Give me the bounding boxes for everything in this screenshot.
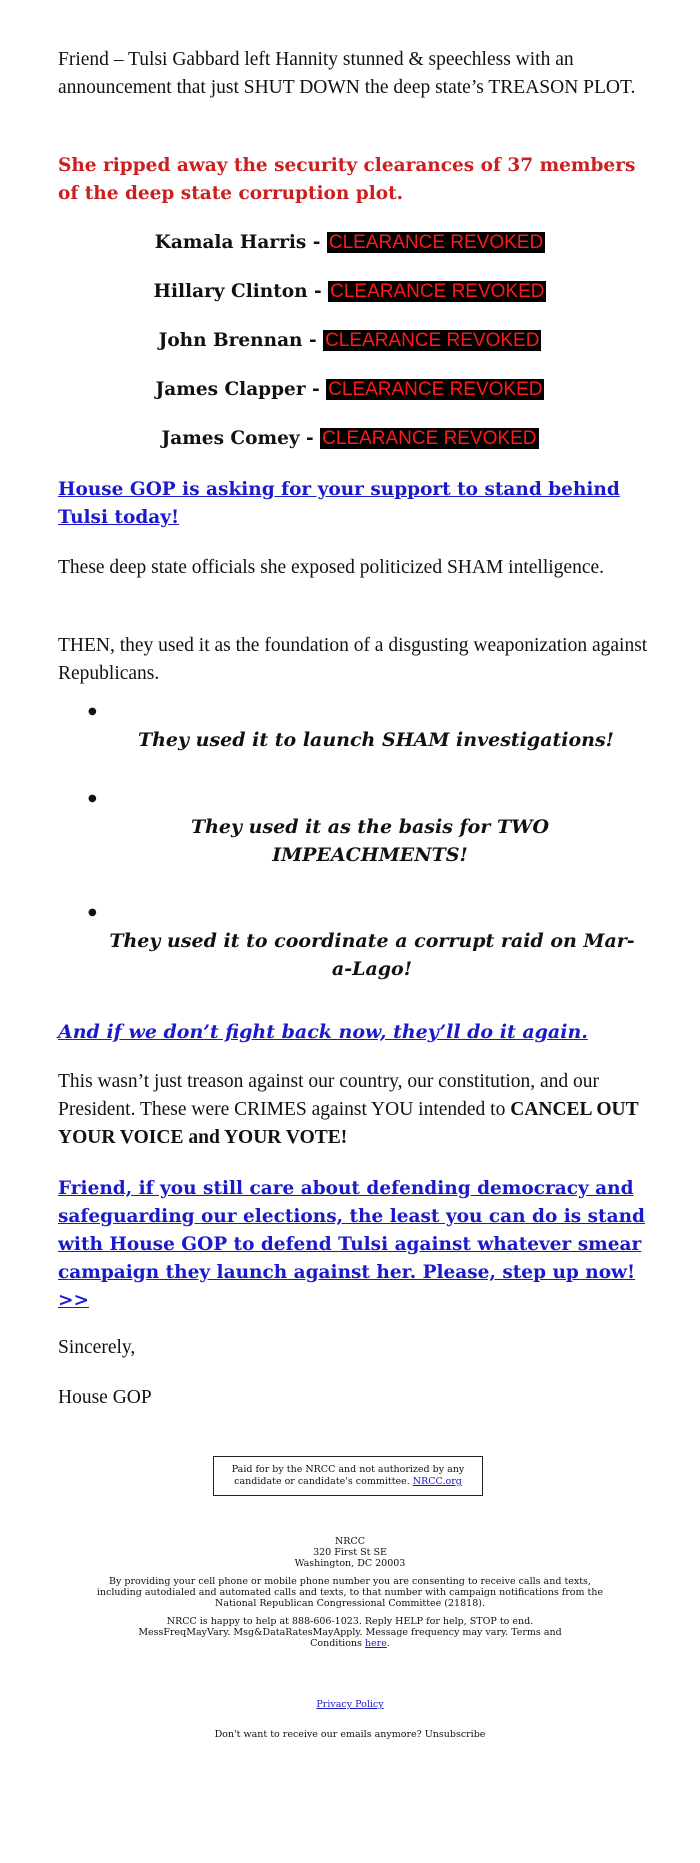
step-up-link[interactable]: Friend, if you still care about defending democracy and safeguarding our elections, the least you can do is stand with House GOP to defend Tulsi against whatever smear campaign they launch against her. Please, step up now! >> <box>58 1178 645 1311</box>
revoked-name: Kamala Harris - <box>154 232 327 253</box>
help-block <box>120 1616 580 1649</box>
cta-support-section <box>58 476 628 532</box>
revoked-name: Hillary Clinton - <box>153 281 329 302</box>
sham-section <box>58 554 650 582</box>
clearances-heading: She ripped away the security clearances of 37 members of the deep state corruption plot. <box>58 155 636 204</box>
revoked-row <box>0 328 700 354</box>
sham-paragraph: These deep state officials she exposed politicized SHAM intelligence. <box>58 557 605 578</box>
signature-text: House GOP <box>58 1387 152 1408</box>
org-name: NRCC <box>334 1536 365 1547</box>
cta-friend-section <box>58 1175 648 1315</box>
treason-paragraph <box>58 1068 650 1152</box>
address-block <box>90 1536 610 1569</box>
unsubscribe-block <box>90 1729 610 1740</box>
intro-paragraph: Friend – Tulsi Gabbard left Hannity stunned & speechless with an announcement that just SHUT DOWN the deep state’s TREASON PLOT. <box>58 49 636 98</box>
then-paragraph: THEN, they used it as the foundation of a disgusting weaponization against Republicans. <box>58 635 648 684</box>
help-end: . <box>386 1638 390 1649</box>
intro-section <box>58 46 650 102</box>
revoked-badge: CLEARANCE REVOKED <box>328 379 543 400</box>
nrcc-link[interactable]: NRCC.org <box>412 1476 462 1487</box>
treason-section <box>58 1068 650 1152</box>
revoked-badge: CLEARANCE REVOKED <box>325 330 540 351</box>
treason-bold-text: CANCEL OUT YOUR VOICE and YOUR VOTE! <box>58 1099 639 1148</box>
revoked-badge: CLEARANCE REVOKED <box>322 428 537 449</box>
bullet-dot: ● <box>88 706 97 717</box>
org-city: Washington, DC 20003 <box>294 1558 406 1569</box>
consent-text: By providing your cell phone or mobile phone number you are consenting to receive calls and texts, including autodialed and automated calls and texts, to that number with campaign notifications from the National Republican Congressional Committee (21818). <box>96 1576 604 1609</box>
support-tulsi-link[interactable]: House GOP is asking for your support to stand behind Tulsi today! <box>58 479 620 528</box>
help-text: NRCC is happy to help at 888-606-1023. Reply HELP for help, STOP to end. MessFreqMayVary. Msg&DataRatesMayApply. Message frequency may vary. Terms and Conditions <box>138 1616 562 1649</box>
sincerely-text: Sincerely, <box>58 1337 136 1358</box>
terms-link[interactable]: here <box>364 1638 387 1649</box>
bullet-item: They used it to coordinate a corrupt raid on Mar-a-Lago! <box>109 930 635 980</box>
red-heading-section <box>58 152 650 208</box>
unsubscribe-text[interactable]: Don't want to receive our emails anymore? Unsubscribe <box>214 1729 486 1740</box>
bullet-dot: ● <box>88 793 97 804</box>
bullet-item: They used it to launch SHAM investigations! <box>137 729 615 751</box>
revoked-row <box>0 377 700 403</box>
revoked-row <box>0 426 700 452</box>
treason-text: This wasn’t just treason against our country, our constitution, and our President. These were CRIMES against YOU intended to <box>58 1071 600 1120</box>
signature-section <box>58 1384 650 1412</box>
revoked-row <box>0 279 700 305</box>
paid-for-box <box>213 1456 483 1496</box>
cta-fight-section <box>58 1018 650 1046</box>
bullet-dot: ● <box>88 907 97 918</box>
revoked-name: James Comey - <box>161 428 321 449</box>
consent-block <box>90 1576 610 1609</box>
org-street: 320 First St SE <box>313 1547 387 1558</box>
revoked-row <box>0 230 700 256</box>
closing-section <box>58 1334 650 1362</box>
revoked-name: James Clapper - <box>155 379 327 400</box>
privacy-block <box>90 1699 610 1710</box>
fight-back-link[interactable]: And if we don’t fight back now, they’ll do it again. <box>58 1021 588 1043</box>
then-section <box>58 632 650 688</box>
revoked-name: John Brennan - <box>158 330 324 351</box>
revoked-badge: CLEARANCE REVOKED <box>328 232 544 253</box>
privacy-policy-link[interactable]: Privacy Policy <box>316 1699 384 1710</box>
revoked-badge: CLEARANCE REVOKED <box>330 281 545 302</box>
bullet-item: They used it as the basis for TWO IMPEACHMENTS! <box>190 816 550 866</box>
paid-for-text: Paid for by the NRCC and not authorized by any candidate or candidate's committee. <box>231 1464 465 1487</box>
